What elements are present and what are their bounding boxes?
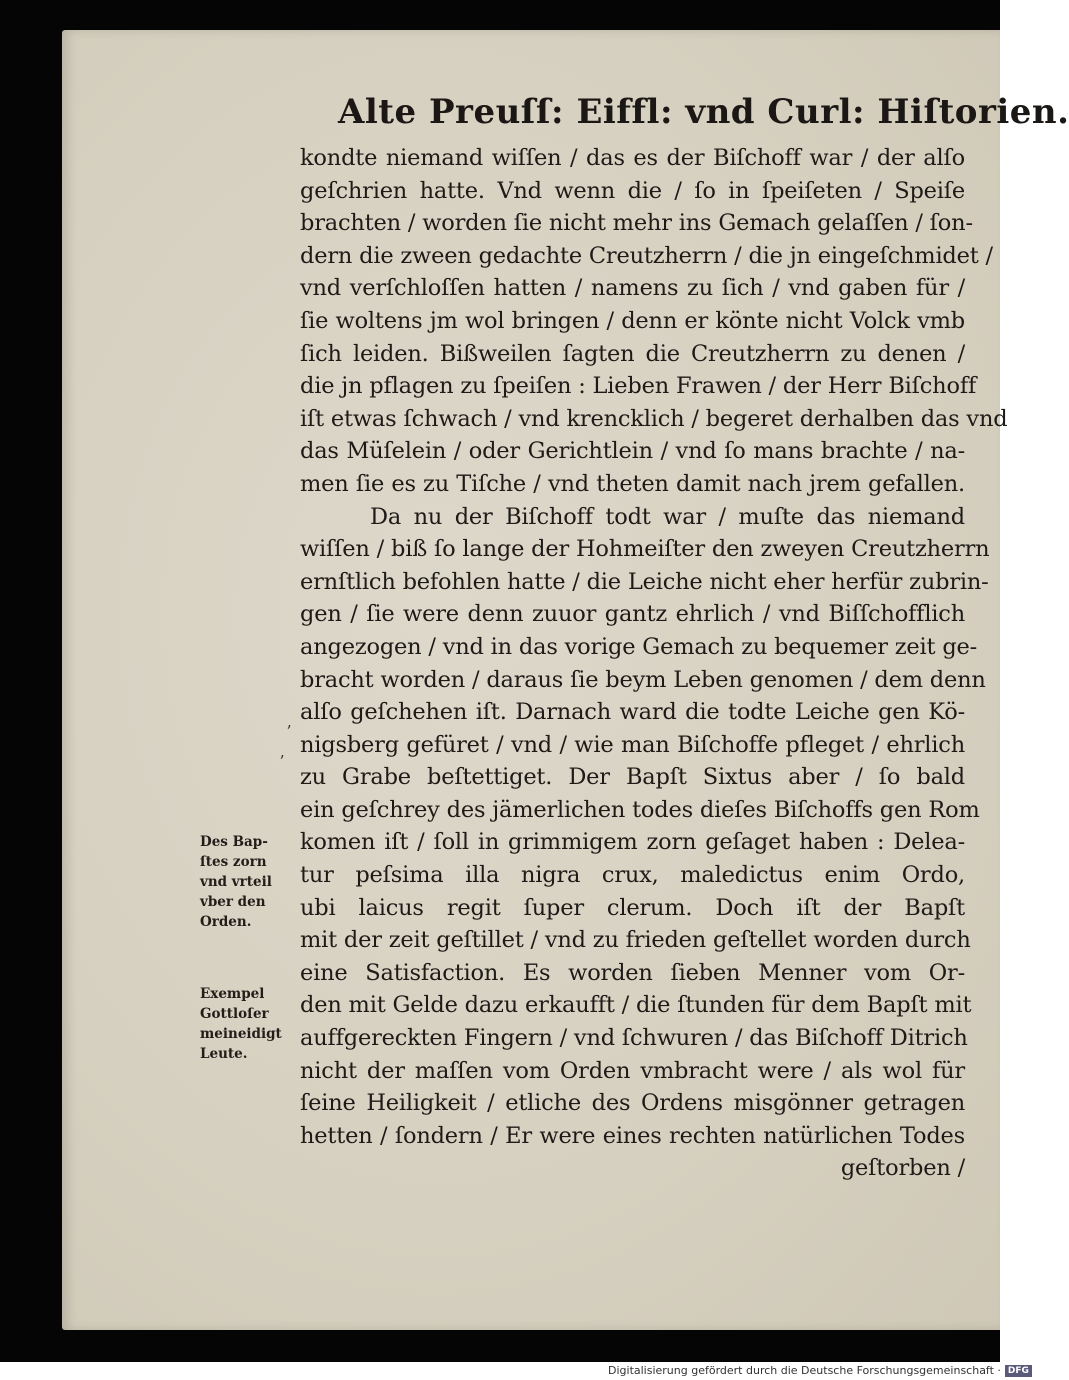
marginal-line: Orden. (200, 914, 252, 930)
footer-credit (608, 1364, 1032, 1377)
text-line: ernſtlich befohlen hatte / die Leiche nicht eher herfür zubrin- (300, 568, 989, 595)
text-line: mit der zeit geſtillet / vnd zu frieden geſtellet worden durch (300, 927, 971, 954)
text-line: den mit Gelde dazu erkaufft / die ſtunden für dem Bapſt mit (300, 992, 972, 1019)
marginal-line: Des Bap- (200, 834, 268, 850)
text-line: die jn pflagen zu ſpeiſen : Lieben Frawen / der Herr Biſchoff (300, 373, 977, 400)
marginal-line: Leute. (200, 1046, 248, 1062)
text-line: vnd verſchloſſen hatten / namens zu ſich / vnd gaben für / (300, 275, 965, 302)
text-line: brachten / worden ſie nicht mehr ins Gemach gelaſſen / ſon- (300, 210, 973, 237)
marginal-note (200, 832, 308, 932)
text-line: nigsberg gefüret / vnd / wie man Biſchoffe pfleget / ehrlich (300, 731, 965, 758)
marginal-line: vnd vrteil (200, 874, 272, 890)
marginal-line: vber den (200, 894, 266, 910)
marginal-note (200, 984, 308, 1064)
text-line: Da nu der Biſchoff todt war / muſte das niemand (370, 503, 965, 530)
text-line: iſt etwas ſchwach / vnd krencklich / begeret derhalben das vnd (300, 405, 1008, 432)
text-line: alſo geſchehen iſt. Darnach ward die todte Leiche gen Kö- (300, 699, 965, 726)
body-text (300, 142, 1008, 1185)
text-line: nicht der maſſen vom Orden vmbracht were / als wol für (300, 1057, 965, 1084)
marginal-line: Exempel (200, 986, 265, 1002)
text-line: das Müſelein / oder Gerichtlein / vnd ſo mans brachte / na- (300, 438, 965, 465)
dfg-logo: DFG (1005, 1365, 1032, 1377)
text-line: hetten / ſondern / Er were eines rechten natürlichen Todes (300, 1122, 965, 1149)
marginal-line: meineidigt (200, 1026, 282, 1042)
ink-mark: ʼ (279, 752, 285, 771)
text-line: ein geſchrey des jämerlichen todes dieſes Biſchoffs gen Rom (300, 796, 980, 823)
text-line: komen iſt / ſoll in grimmigem zorn geſaget haben : Delea- (300, 829, 965, 856)
text-line: wiſſen / biß ſo lange der Hohmeiſter den zweyen Creutzherrn (300, 536, 990, 563)
text-line: ſich leiden. Bißweilen ſagten die Creutzherrn zu denen / (300, 340, 965, 367)
footer-text: Digitalisierung gefördert durch die Deutsche Forschungsgemeinschaft · (608, 1364, 1001, 1377)
text-line: zu Grabe beſtettiget. Der Bapſt Sixtus aber / ſo bald (300, 764, 965, 791)
text-line: men ſie es zu Tiſche / vnd theten damit nach jrem gefallen. (300, 470, 965, 497)
text-line: dern die zween gedachte Creutzherrn / die jn eingeſchmidet / (300, 242, 993, 269)
text-line: kondte niemand wiſſen / das es der Biſchoff war / der alſo (300, 145, 965, 171)
text-line: tur peſsima illa nigra crux, maledictus enim Ordo, (300, 862, 965, 889)
ink-mark: ʼ (286, 722, 292, 741)
text-line: geſchrien hatte. Vnd wenn die / ſo in ſpeiſeten / Speiſe (300, 177, 965, 204)
text-line: gen / ſie were denn zuuor gantz ehrlich / vnd Biſſchofflich (300, 601, 965, 628)
text-line: geſtorben / (840, 1155, 965, 1182)
text-line: auffgereckten Fingern / vnd ſchwuren / das Biſchoff Ditrich (300, 1025, 968, 1052)
text-line: ſeine Heiligkeit / etliche des Ordens misgönner getragen (300, 1090, 965, 1117)
running-head: Alte Preuſſ: Eiffl: vnd Curl: Hiſtorien. (338, 92, 1069, 132)
marginal-line: Gottloſer (200, 1006, 269, 1022)
text-line: angezogen / vnd in das vorige Gemach zu bequemer zeit ge- (300, 633, 978, 660)
marginal-line: ſtes zorn (200, 854, 267, 870)
text-line: ubi laicus regit ſuper clerum. Doch iſt der Bapſt (300, 894, 965, 921)
text-line: eine Satisfaction. Es worden ſieben Menner vom Or- (300, 959, 965, 986)
text-line: bracht worden / daraus ſie beym Leben genomen / dem denn (300, 666, 986, 693)
text-line: ſie woltens jm wol bringen / denn er könte nicht Volck vmb (300, 307, 965, 334)
